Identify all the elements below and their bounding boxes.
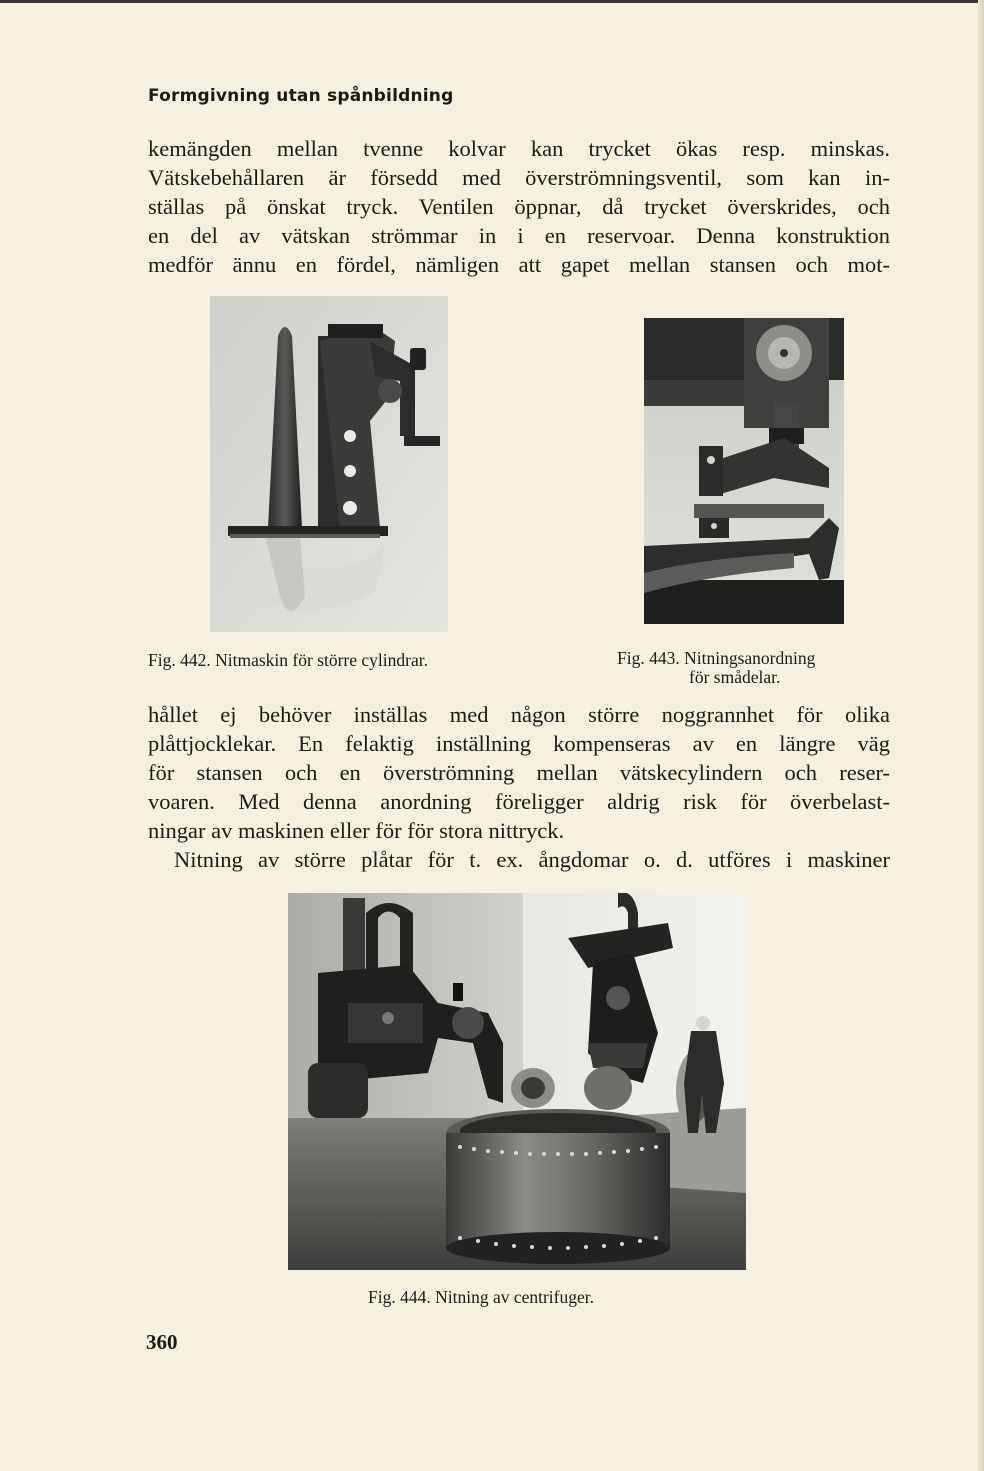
page-right-edge [978,0,984,1471]
paragraph-2 [148,700,890,874]
text-line: ningar av maskinen eller för för stora nittryck. [148,818,565,843]
figure-444-photo [288,893,746,1270]
figure-442-photo [210,296,448,632]
text-line: hållet ej behöver inställas med någon större noggrannhet för olika [148,702,890,727]
text-line: för stansen och en överströmning mellan vätskecylindern och reser- [148,760,890,785]
text-line: kemängden mellan tvenne kolvar kan trycket ökas resp. minskas. [148,136,890,161]
figure-442-caption: Fig. 442. Nitmaskin för större cylindrar. [148,650,428,670]
text-line: Vätskebehållaren är försedd med överströmningsventil, som kan in- [148,165,890,190]
paragraph-3: Nitning av större plåtar för t. ex. ångdomar o. d. utföres i maskiner [174,847,890,872]
figure-443-caption-line-1: Fig. 443. Nitningsanordning [617,648,816,668]
paragraph-1 [148,134,890,279]
figure-444-caption: Fig. 444. Nitning av centrifuger. [368,1287,595,1307]
text-line: voaren. Med denna anordning föreligger aldrig risk för överbelast- [148,789,890,814]
text-line: plåttjocklekar. En felaktig inställning kompenseras av en längre väg [148,731,890,756]
page-top-edge [0,0,984,3]
page-number: 360 [146,1330,178,1354]
figure-443-photo [644,318,844,624]
figure-443-caption-line-2: för smådelar. [689,667,781,687]
text-line: ställas på önskat tryck. Ventilen öppnar, då trycket överskrides, och [148,194,890,219]
text-line: en del av vätskan strömmar in i en reservoar. Denna konstruktion [148,223,890,248]
running-head: Formgivning utan spånbildning [148,86,454,106]
text-line: medför ännu en fördel, nämligen att gapet mellan stansen och mot- [148,252,890,277]
